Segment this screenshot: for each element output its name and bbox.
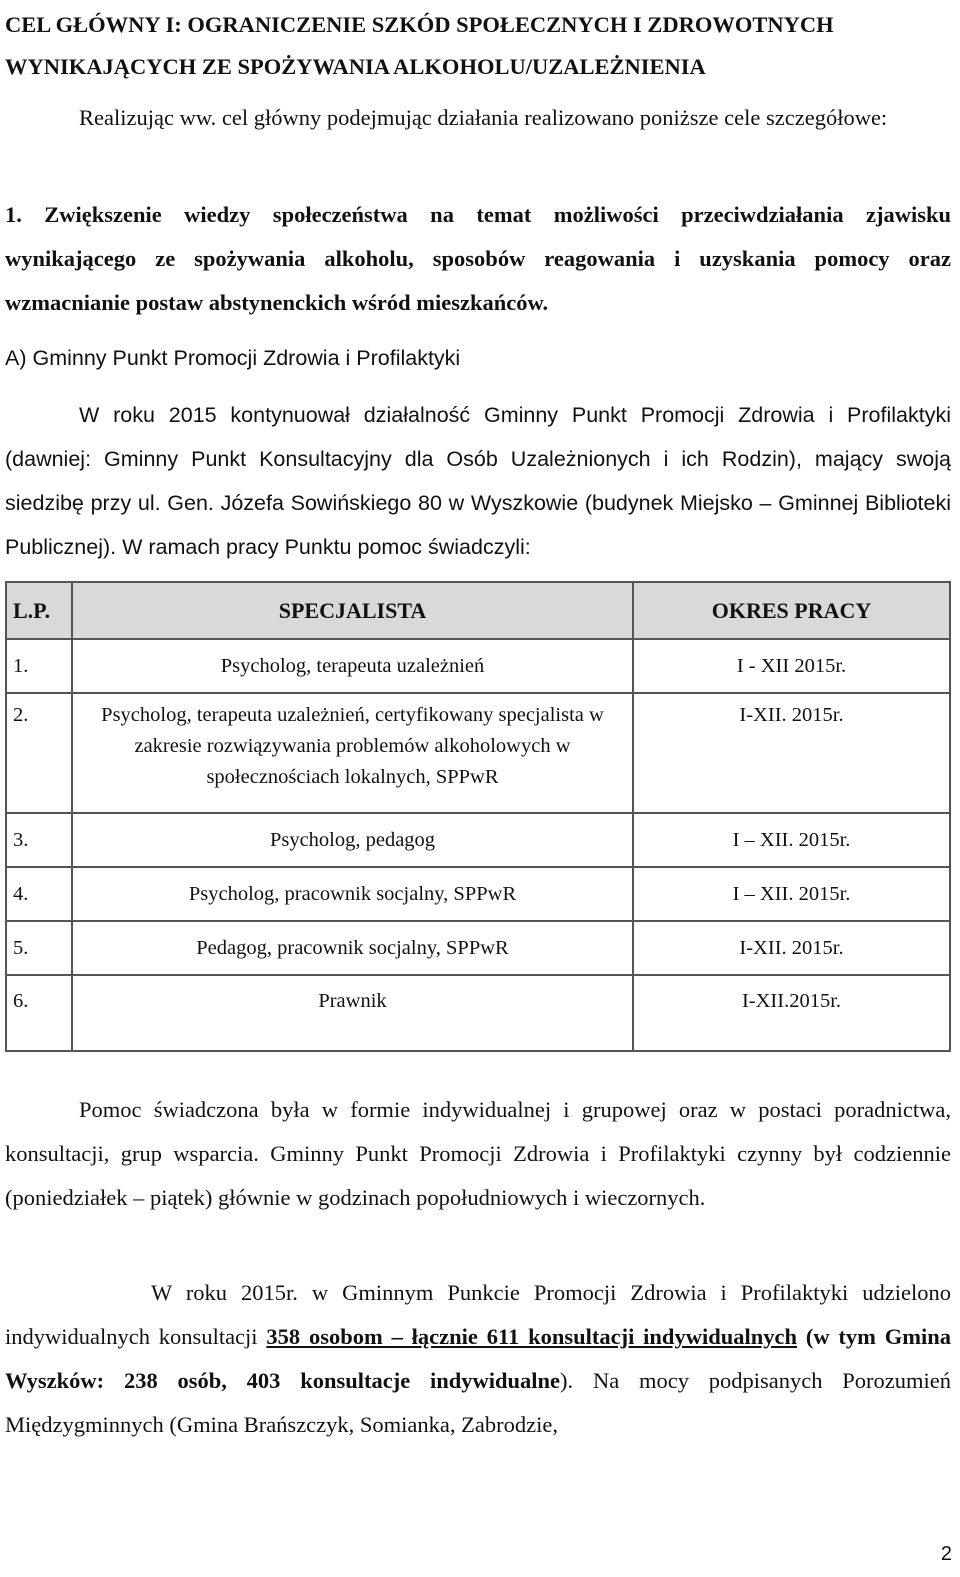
- cell-okres: I-XII. 2015r.: [633, 693, 950, 813]
- cell-specjalista: Psycholog, pedagog: [72, 813, 633, 867]
- cell-lp: 3.: [6, 813, 72, 867]
- table-row: [6, 693, 950, 813]
- cell-specjalista: Pedagog, pracownik socjalny, SPPwR: [72, 921, 633, 975]
- header-lp: L.P.: [6, 582, 72, 639]
- section-heading: [5, 4, 951, 88]
- cell-lp: 6.: [6, 975, 72, 1051]
- help-paragraph: Pomoc świadczona była w formie indywidualnej i grupowej oraz w postaci poradnictwa, konsultacji, grup wsparcia. Gminny Punkt Promocji Zdrowia i Profilaktyki czynny był codziennie (poniedziałek – piątek) głównie w godzinach popołudniowych i wieczornych.: [5, 1097, 951, 1210]
- cell-okres: I – XII. 2015r.: [633, 867, 950, 921]
- table-row: [6, 639, 950, 693]
- cell-okres: I-XII.2015r.: [633, 975, 950, 1051]
- header-specjalista: SPECJALISTA: [72, 582, 633, 639]
- specialists-table: [5, 581, 951, 1052]
- page-number: 2: [940, 1543, 952, 1565]
- consultations-paragraph: [5, 1271, 951, 1447]
- cell-specjalista: Psycholog, terapeuta uzależnień: [72, 639, 633, 693]
- cell-lp: 2.: [6, 693, 72, 813]
- table-header-row: [6, 582, 950, 639]
- cell-specjalista: Psycholog, terapeuta uzależnień, certyfikowany specjalista w zakresie rozwiązywania problemów alkoholowych w społecznościach lokalnych, SPPwR: [72, 693, 633, 813]
- cell-lp: 5.: [6, 921, 72, 975]
- objective-1: 1. Zwiększenie wiedzy społeczeństwa na temat możliwości przeciwdziałania zjawisku wynikającego ze spożywania alkoholu, sposobów reagowania i uzyskania pomocy oraz wzmacnianie postaw abstynenckich wśród mieszkańców.: [5, 202, 951, 315]
- cell-okres: I – XII. 2015r.: [633, 813, 950, 867]
- heading-line-1: CEL GŁÓWNY I: OGRANICZENIE SZKÓD SPOŁECZNYCH I ZDROWOTNYCH: [5, 12, 834, 37]
- table-row: [6, 813, 950, 867]
- cell-okres: I-XII. 2015r.: [633, 921, 950, 975]
- table-row: [6, 921, 950, 975]
- section-a-title: A) Gminny Punkt Promocji Zdrowia i Profilaktyki: [5, 346, 461, 370]
- table-row: [6, 867, 950, 921]
- cell-lp: 4.: [6, 867, 72, 921]
- cell-specjalista: Psycholog, pracownik socjalny, SPPwR: [72, 867, 633, 921]
- header-okres: OKRES PRACY: [633, 582, 950, 639]
- intro-paragraph: Realizując ww. cel główny podejmując działania realizowano poniższe cele szczegółowe:: [79, 105, 888, 130]
- section-a-paragraph: W roku 2015 kontynuował działalność Gminny Punkt Promocji Zdrowia i Profilaktyki (dawniej: Gminny Punkt Konsultacyjny dla Osób Uzależnionych i ich Rodzin), mający swoją siedzibę przy ul. Gen. Józefa Sowińskiego 80 w Wyszkowie (budynek Miejsko – Gminnej Biblioteki Publicznej). W ramach pracy Punktu pomoc świadczyli:: [5, 403, 951, 559]
- heading-line-2: WYNIKAJĄCYCH ZE SPOŻYWANIA ALKOHOLU/UZALEŻNIENIA: [5, 54, 706, 79]
- consultations-text: W roku 2015r. w Gminnym Punkcie Promocji Zdrowia i Profilaktyki udzielono indywidualnych konsultacji: [5, 1280, 951, 1349]
- table-row: [6, 975, 950, 1051]
- consultations-continuation: ). Na mocy podpisanych Porozumień Międzygminnych (Gmina Brańszczyk, Somianka, Zabrodzie,: [5, 1368, 951, 1437]
- cell-specjalista: Prawnik: [72, 975, 633, 1051]
- cell-okres: I - XII 2015r.: [633, 639, 950, 693]
- consultations-wyszkow: (w tym Gmina Wyszków: 238 osób, 403 konsultacje indywidualne: [5, 1324, 951, 1393]
- cell-lp: 1.: [6, 639, 72, 693]
- consultations-total: 358 osobom – łącznie 611 konsultacji indywidualnych: [266, 1324, 797, 1349]
